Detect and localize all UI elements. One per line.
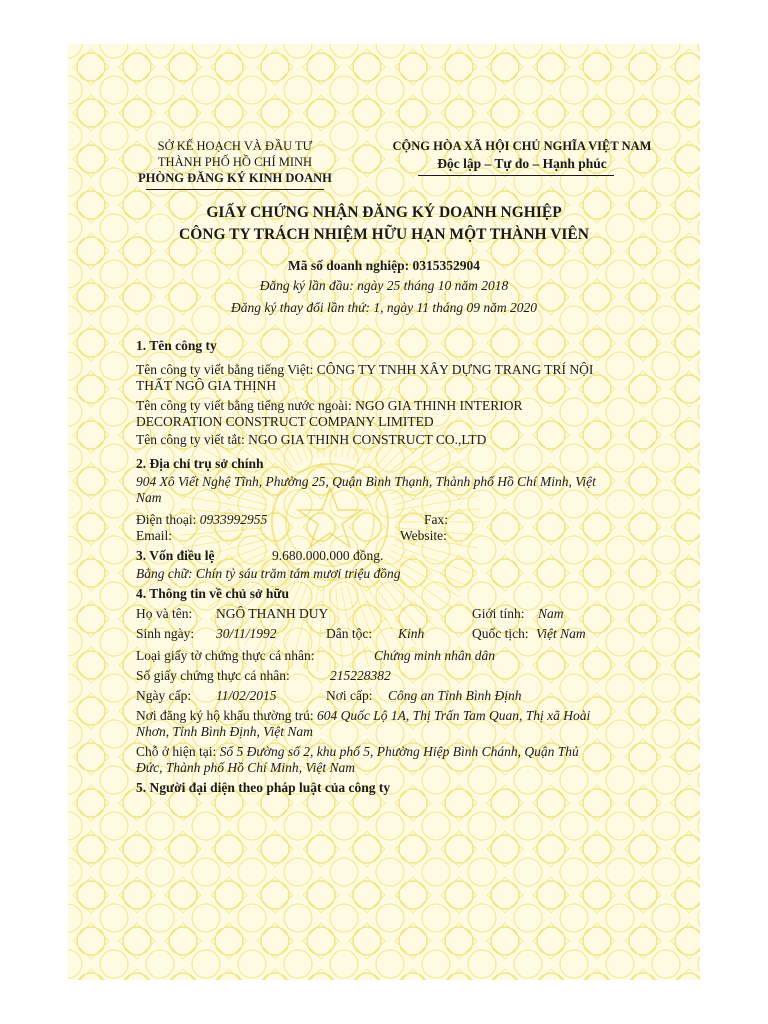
issuer-underline	[146, 189, 324, 190]
certificate-sheet	[68, 44, 700, 980]
vietnamese-name-value: CÔNG TY TNHH XÂY DỰNG TRANG TRÍ NỘI	[316, 362, 594, 377]
issue-date-value: 11/02/2015	[216, 688, 277, 703]
certificate-subtitle: CÔNG TY TRÁCH NHIỆM HỮU HẠN MỘT THÀNH VIÊN	[179, 226, 589, 243]
foreign-name-line-1	[136, 398, 523, 414]
issuer-line-3: PHÒNG ĐĂNG KÝ KINH DOANH	[138, 171, 332, 185]
foreign-name-label: Tên công ty viết bằng tiếng nước ngoài:	[136, 398, 352, 413]
section-1-heading: 1. Tên công ty	[136, 338, 217, 353]
section-5-heading: 5. Người đại diện theo pháp luật của công ty	[136, 780, 391, 795]
email-label: Email:	[136, 528, 172, 543]
id-number-value: 215228382	[330, 668, 391, 683]
phone-value: 0933992955	[199, 512, 268, 527]
website-label: Website:	[400, 528, 447, 543]
owner-name-label: Họ và tên:	[136, 606, 193, 621]
dob-label: Sinh ngày:	[136, 626, 195, 641]
permanent-residence-value-line-2: Nhơn, Tỉnh Bình Định, Việt Nam	[136, 724, 313, 739]
phone-label: Điện thoại:	[136, 512, 197, 527]
issuer-line-1: SỞ KẾ HOẠCH VÀ ĐẦU TƯ	[157, 139, 313, 153]
charter-capital-amount: 9.680.000.000 đồng.	[272, 548, 384, 563]
phone-row	[136, 512, 267, 528]
id-type-label: Loại giấy tờ chứng thực cá nhân:	[136, 648, 315, 663]
permanent-residence-value: 604 Quốc Lộ 1A, Thị Trấn Tam Quan, Thị xã Hoài	[316, 708, 591, 723]
current-residence-value-line-2: Đức, Thành phố Hồ Chí Minh, Việt Nam	[136, 760, 355, 775]
short-name-value: NGO GIA THINH CONSTRUCT CO.,LTD	[248, 432, 487, 447]
enterprise-code	[68, 258, 700, 274]
permanent-residence-line-1	[136, 708, 590, 724]
section-3-heading: 3. Vốn điều lệ	[136, 548, 215, 563]
motto-underline	[418, 175, 614, 176]
gender-value: Nam	[538, 606, 564, 621]
gender-label: Giới tính:	[472, 606, 525, 621]
ethnic-value: Kinh	[398, 626, 425, 641]
foreign-name-value: NGO GIA THINH INTERIOR	[355, 398, 523, 413]
certificate-title: GIẤY CHỨNG NHẬN ĐĂNG KÝ DOANH NGHIỆP	[206, 204, 562, 221]
vietnamese-name-value-line-2: THẤT NGÔ GIA THỊNH	[136, 378, 277, 393]
nation-line-1: CỘNG HÒA XÃ HỘI CHỦ NGHĨA VIỆT NAM	[392, 139, 652, 153]
id-number-label: Số giấy chứng thực cá nhân:	[136, 668, 290, 683]
ethnic-label: Dân tộc:	[326, 626, 373, 641]
capital-in-words-label: Bằng chữ:	[136, 566, 193, 581]
current-residence-value: Số 5 Đường số 2, khu phố 5, Phường Hiệp Bình Chánh, Quận Thủ	[219, 744, 579, 759]
owner-name-value: NGÔ THANH DUY	[216, 606, 329, 621]
address-line-1: 904 Xô Viết Nghệ Tĩnh, Phường 25, Quận Bình Thạnh, Thành phố Hồ Chí Minh, Việt	[136, 474, 596, 489]
current-residence-label: Chỗ ở hiện tại:	[136, 744, 217, 759]
issue-date-label: Ngày cấp:	[136, 688, 192, 703]
capital-in-words	[136, 566, 401, 582]
dob-value: 30/11/1992	[216, 626, 277, 641]
first-registration-date: Đăng ký lần đầu: ngày 25 tháng 10 năm 2018	[259, 278, 509, 293]
nationality-value: Việt Nam	[536, 626, 586, 641]
issue-place-label: Nơi cấp:	[326, 688, 373, 703]
vietnamese-name-label: Tên công ty viết bằng tiếng Việt:	[136, 362, 314, 377]
address-line-2: Nam	[136, 490, 162, 505]
nationality-label: Quốc tịch:	[472, 626, 529, 641]
enterprise-code-value: 0315352904	[412, 258, 481, 273]
vietnamese-name-line-1	[136, 362, 593, 378]
foreign-name-value-line-2: DECORATION CONSTRUCT COMPANY LIMITED	[136, 414, 434, 429]
capital-in-words-value: Chín tỷ sáu trăm tám mươi triệu đồng	[195, 566, 401, 581]
section-4-heading: 4. Thông tin về chủ sở hữu	[136, 586, 290, 601]
short-name-label: Tên công ty viết tắt:	[136, 432, 245, 447]
fax-label: Fax:	[424, 512, 449, 527]
permanent-residence-label: Nơi đăng ký hộ khẩu thường trú:	[136, 708, 314, 723]
section-2-heading: 2. Địa chỉ trụ sở chính	[136, 456, 264, 471]
id-type-value: Chứng minh nhân dân	[374, 648, 495, 663]
issue-place-value: Công an Tỉnh Bình Định	[388, 688, 522, 703]
issuer-line-2: THÀNH PHỐ HỒ CHÍ MINH	[157, 155, 313, 169]
nation-motto: Độc lập – Tự do – Hạnh phúc	[437, 156, 607, 171]
current-residence-line-1	[136, 744, 579, 760]
change-registration-date: Đăng ký thay đổi lần thứ: 1, ngày 11 tháng 09 năm 2020	[231, 300, 537, 315]
short-name-line	[136, 432, 486, 448]
enterprise-code-label: Mã số doanh nghiệp:	[287, 258, 410, 273]
